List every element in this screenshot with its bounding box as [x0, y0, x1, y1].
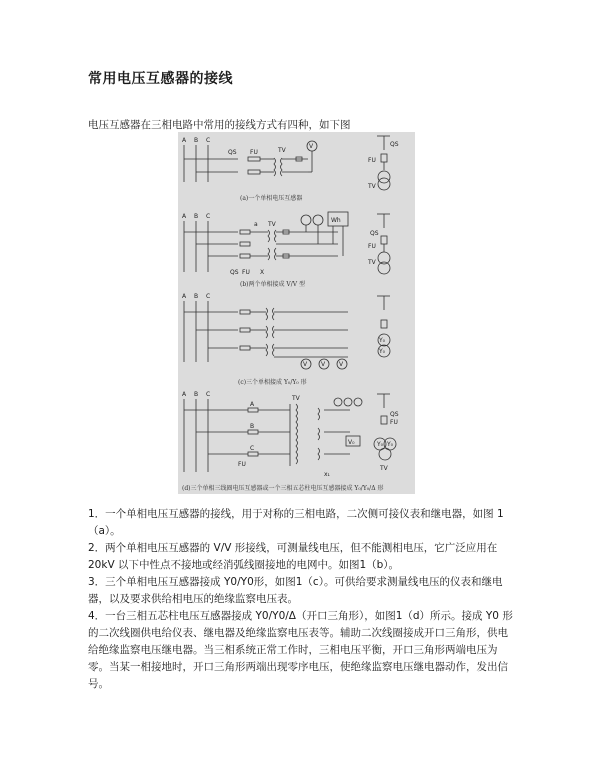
label-d-fu-right: FU	[390, 419, 398, 426]
label-c-y0-upper: Y₀	[379, 337, 386, 344]
label-b-phase-a: A	[182, 213, 187, 220]
label-a-qs-right: QS	[390, 141, 399, 148]
label-b-wh: Wh	[331, 217, 341, 224]
label-b-qs: QS	[230, 269, 239, 276]
diagram-b	[182, 212, 390, 288]
label-d-x1: x₁	[324, 471, 330, 478]
caption-b: (b)两个单相接成 V/V 型	[240, 281, 306, 288]
label-d-phase-b: B	[194, 391, 199, 398]
label-b-phase-c: C	[206, 213, 211, 220]
label-a-phase-a: A	[182, 137, 187, 144]
label-b-tv: TV	[268, 221, 276, 228]
list-item: 3．三个单相电压互感器接成 Y0/Y0形，如图1（c）。可供给要求测量线电压的仪表和继电器，以及要求供给相电压的绝缘监察电压表。	[88, 576, 503, 605]
label-a-phase-c: C	[206, 137, 211, 144]
label-d-c: C	[250, 445, 255, 452]
label-b-fu-right: FU	[368, 243, 376, 250]
label-d-phase-c: C	[206, 391, 211, 398]
label-b-a: a	[254, 221, 258, 228]
label-d-fu: FU	[238, 461, 246, 468]
intro-paragraph: 电压互感器在三相电路中常用的接线方式有四种，如下图	[88, 119, 351, 131]
label-c-phase-a: A	[182, 293, 187, 300]
label-a-meter: V	[309, 143, 314, 150]
label-d-tv: TV	[292, 395, 300, 402]
label-c-v1: V	[303, 361, 308, 368]
label-d-qs-right: QS	[390, 411, 399, 418]
diagram-d	[182, 391, 399, 492]
label-d-y0-right: Y₀	[387, 441, 394, 448]
label-a-fu: FU	[250, 149, 258, 156]
label-b-tv-right: TV	[368, 259, 376, 266]
label-c-y0-lower: Y₀	[379, 348, 386, 355]
list-item: 2．两个单相电压互感器的 V/V 形接线，可测量线电压，但不能测相电压，它广泛应用在 20kV 以下中性点不接地或经消弧线圈接地的电网中。如图1（b）。	[88, 542, 498, 571]
label-d-v0: V₀	[348, 439, 355, 446]
diagram-c	[182, 293, 390, 386]
label-a-qs: QS	[228, 149, 237, 156]
list-item: 4．一台三相五芯柱电压互感器接成 Y0/Y0/Δ（开口三角形），如图1（d）所示。接成 Y0 形的二次线圈供电给仪表、继电器及绝缘监察电压表等。辅助二次线圈接成开口三角形，供电给绝缘监察电压继电器。当三相系统正常工作时，三相电压平衡，开口三角形两端电压为零。当某一相接地时，开口三角形两端出现零序电压，使绝缘监察电压继电器动作，发出信号。	[88, 610, 513, 690]
label-a-tv: TV	[278, 147, 286, 154]
label-d-tv-right: TV	[380, 465, 388, 472]
label-d-a: A	[250, 401, 255, 408]
label-c-v3: V	[339, 361, 344, 368]
caption-c: (c)三个单相接成 Y₀/Y₀ 形	[238, 379, 307, 386]
label-c-v2: V	[321, 361, 326, 368]
label-c-phase-b: B	[194, 293, 199, 300]
label-b-qs-right: QS	[370, 230, 379, 237]
label-a-fu-right: FU	[368, 157, 376, 164]
wiring-figure	[178, 132, 415, 494]
caption-d: (d)三个单相三线圈电压互感器或一个三相五芯柱电压互感器接成 Y₀/Y₀/Δ 形	[182, 485, 384, 492]
label-d-phase-a: A	[182, 391, 187, 398]
label-d-y0-left: Y₀	[377, 441, 384, 448]
label-a-phase-b: B	[194, 137, 199, 144]
body-text	[88, 506, 516, 693]
list-item: 1．一个单相电压互感器的接线，用于对称的三相电路，二次侧可接仪表和继电器，如图 1（a）。	[88, 508, 504, 537]
label-b-fu: FU	[242, 269, 250, 276]
label-a-tv-right: TV	[368, 183, 376, 190]
page-title: 常用电压互感器的接线	[88, 71, 233, 87]
label-b-x: X	[260, 269, 265, 276]
label-b-phase-b: B	[194, 213, 199, 220]
diagram-a	[182, 136, 399, 202]
wiring-diagram	[178, 132, 415, 494]
caption-a: (a)一个单相电压互感器	[240, 195, 303, 202]
label-d-b: B	[250, 423, 255, 430]
label-c-phase-c: C	[206, 293, 211, 300]
